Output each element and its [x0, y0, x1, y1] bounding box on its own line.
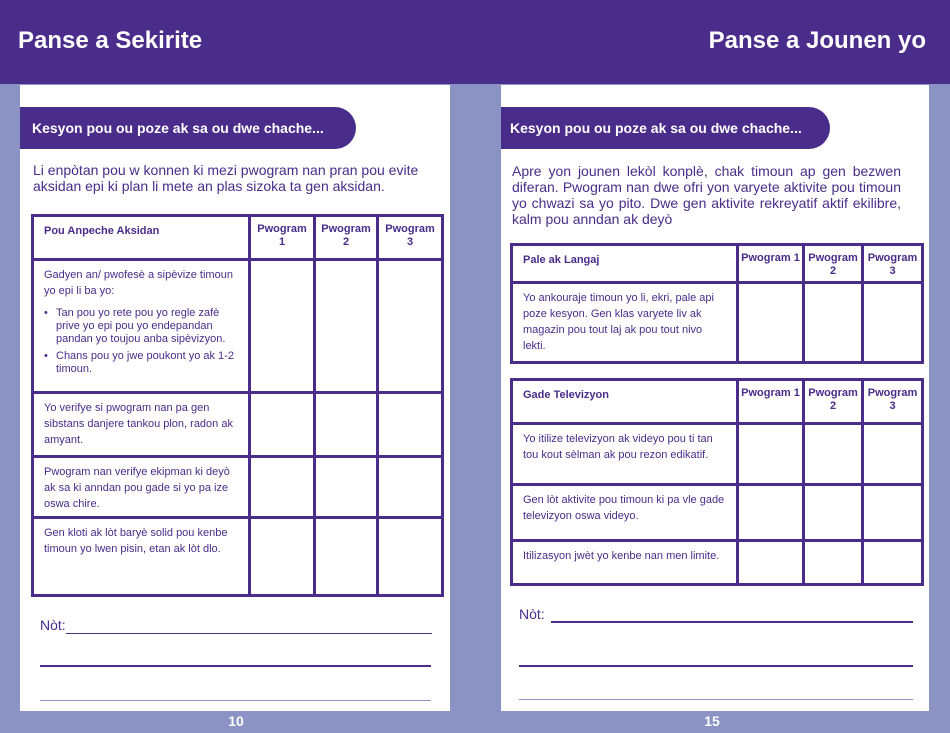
- program-3-check-cell[interactable]: [378, 518, 443, 596]
- program-1-check-cell[interactable]: [738, 283, 804, 363]
- left-page: [20, 85, 450, 711]
- table-row: [512, 424, 923, 485]
- table-header-program-2: Pwogram 2: [804, 380, 863, 424]
- note-line-2[interactable]: [519, 665, 913, 667]
- table-header-program-1: Pwogram 1: [250, 216, 315, 260]
- table-header-program-3: Pwogram 3: [378, 216, 443, 260]
- left-note-label: Nòt:: [40, 617, 66, 633]
- television-table: [510, 378, 924, 586]
- table-row-criterion: Yo verifye si pwogram nan pa gen sibstans danjere tankou plon, radon ak amyant.: [33, 393, 250, 457]
- program-1-check-cell[interactable]: [738, 541, 804, 585]
- program-2-check-cell[interactable]: [315, 457, 378, 518]
- table-row-criterion: Yo ankouraje timoun yo li, ekri, pale api poze kesyon. Gen klas varyete liv ak magazin pou tout laj ak pou tout nivo lekti.: [512, 283, 738, 363]
- table-header-program-1: Pwogram 1: [738, 380, 804, 424]
- program-3-check-cell[interactable]: [863, 283, 923, 363]
- program-1-check-cell[interactable]: [738, 424, 804, 485]
- table-header-topic: Pou Anpeche Aksidan: [33, 216, 250, 260]
- table-row-criterion: Yo itilize televizyon ak videyo pou ti tan tou kout sèlman ak pou rezon edikatif.: [512, 424, 738, 485]
- language-table: [510, 243, 924, 364]
- table-row-criterion: Gen lòt aktivite pou timoun ki pa vle gade televizyon oswa videyo.: [512, 485, 738, 541]
- table-row: [512, 283, 923, 363]
- table-header-program-3: Pwogram 3: [863, 380, 923, 424]
- right-note-label: Nòt:: [519, 606, 545, 622]
- program-2-check-cell[interactable]: [804, 283, 863, 363]
- criterion-bullet-list: [44, 307, 238, 376]
- list-item: • Chans pou yo jwe poukont yo ak 1-2 timoun.: [44, 350, 238, 376]
- table-header-topic: Gade Televizyon: [512, 380, 738, 424]
- note-line-3[interactable]: [519, 699, 913, 700]
- left-intro-text: Li enpòtan pou w konnen ki mezi pwogram nan pran pou evite aksidan epi ki plan li mete an plas sizoka ta gen aksidan.: [33, 162, 419, 194]
- table-header-program-3: Pwogram 3: [863, 245, 923, 283]
- table-header-program-1: Pwogram 1: [738, 245, 804, 283]
- program-1-check-cell[interactable]: [250, 457, 315, 518]
- table-row-criterion: Pwogram nan verifye ekipman ki deyò ak sa ki anndan pou gade si yo pa ize oswa chire.: [33, 457, 250, 518]
- table-row: [512, 541, 923, 585]
- program-2-check-cell[interactable]: [315, 518, 378, 596]
- table-row: [33, 518, 443, 596]
- note-line-3[interactable]: [40, 700, 431, 701]
- table-header-row: [33, 216, 443, 260]
- program-3-check-cell[interactable]: [863, 541, 923, 585]
- table-header-topic: Pale ak Langaj: [512, 245, 738, 283]
- program-3-check-cell[interactable]: [863, 424, 923, 485]
- table-row: [33, 260, 443, 393]
- program-1-check-cell[interactable]: [738, 485, 804, 541]
- table-row-criterion: Gen kloti ak lòt baryè solid pou kenbe timoun yo lwen pisin, etan ak lòt dlo.: [33, 518, 250, 596]
- right-section-banner: Kesyon pou ou poze ak sa ou dwe chache...: [501, 107, 830, 149]
- program-1-check-cell[interactable]: [250, 260, 315, 393]
- table-row: [33, 457, 443, 518]
- list-item: • Tan pou yo rete pou yo regle zafè prive yo epi pou yo endepandan pandan yo toujou anba sipèvizyon.: [44, 307, 238, 346]
- program-3-check-cell[interactable]: [863, 485, 923, 541]
- table-header-program-2: Pwogram 2: [804, 245, 863, 283]
- program-2-check-cell[interactable]: [315, 260, 378, 393]
- program-3-check-cell[interactable]: [378, 457, 443, 518]
- program-2-check-cell[interactable]: [315, 393, 378, 457]
- left-page-number: 10: [228, 713, 244, 729]
- table-header-row: [512, 380, 923, 424]
- table-header-row: [512, 245, 923, 283]
- program-2-check-cell[interactable]: [804, 485, 863, 541]
- note-line-1[interactable]: [66, 633, 432, 634]
- right-page: [501, 85, 929, 711]
- program-1-check-cell[interactable]: [250, 393, 315, 457]
- program-3-check-cell[interactable]: [378, 260, 443, 393]
- table-header-program-2: Pwogram 2: [315, 216, 378, 260]
- accident-prevention-table: [31, 214, 444, 597]
- table-row: [33, 393, 443, 457]
- left-page-title: Panse a Sekirite: [18, 27, 203, 54]
- note-line-1[interactable]: [551, 621, 913, 623]
- right-page-number: 15: [704, 713, 720, 729]
- program-2-check-cell[interactable]: [804, 541, 863, 585]
- program-1-check-cell[interactable]: [250, 518, 315, 596]
- program-2-check-cell[interactable]: [804, 424, 863, 485]
- program-3-check-cell[interactable]: [378, 393, 443, 457]
- right-page-title: Panse a Jounen yo: [708, 27, 926, 54]
- table-row-criterion: Itilizasyon jwèt yo kenbe nan men limite.: [512, 541, 738, 585]
- table-row-criterion: Gadyen an/ pwofesè a sipèvize timoun yo epi li ba yo: • Tan pou yo rete pou yo regle zafè prive yo epi pou yo endepandan pandan yo toujou anba sipèvizyon. • Chans pou yo jwe poukont yo ak 1-2 timoun.: [33, 260, 250, 393]
- left-section-banner: Kesyon pou ou poze ak sa ou dwe chache...: [20, 107, 356, 149]
- right-intro-text: Apre yon jounen lekòl konplè, chak timoun ap gen bezwen diferan. Pwogram nan dwe ofri yon varyete aktivite pou timoun yo chwazi sa yo pito. Dwe gen aktivite rekreyatif aktif ekilibre, kalm pou anndan ak deyò: [512, 163, 901, 227]
- table-row: [512, 485, 923, 541]
- note-line-2[interactable]: [40, 665, 431, 667]
